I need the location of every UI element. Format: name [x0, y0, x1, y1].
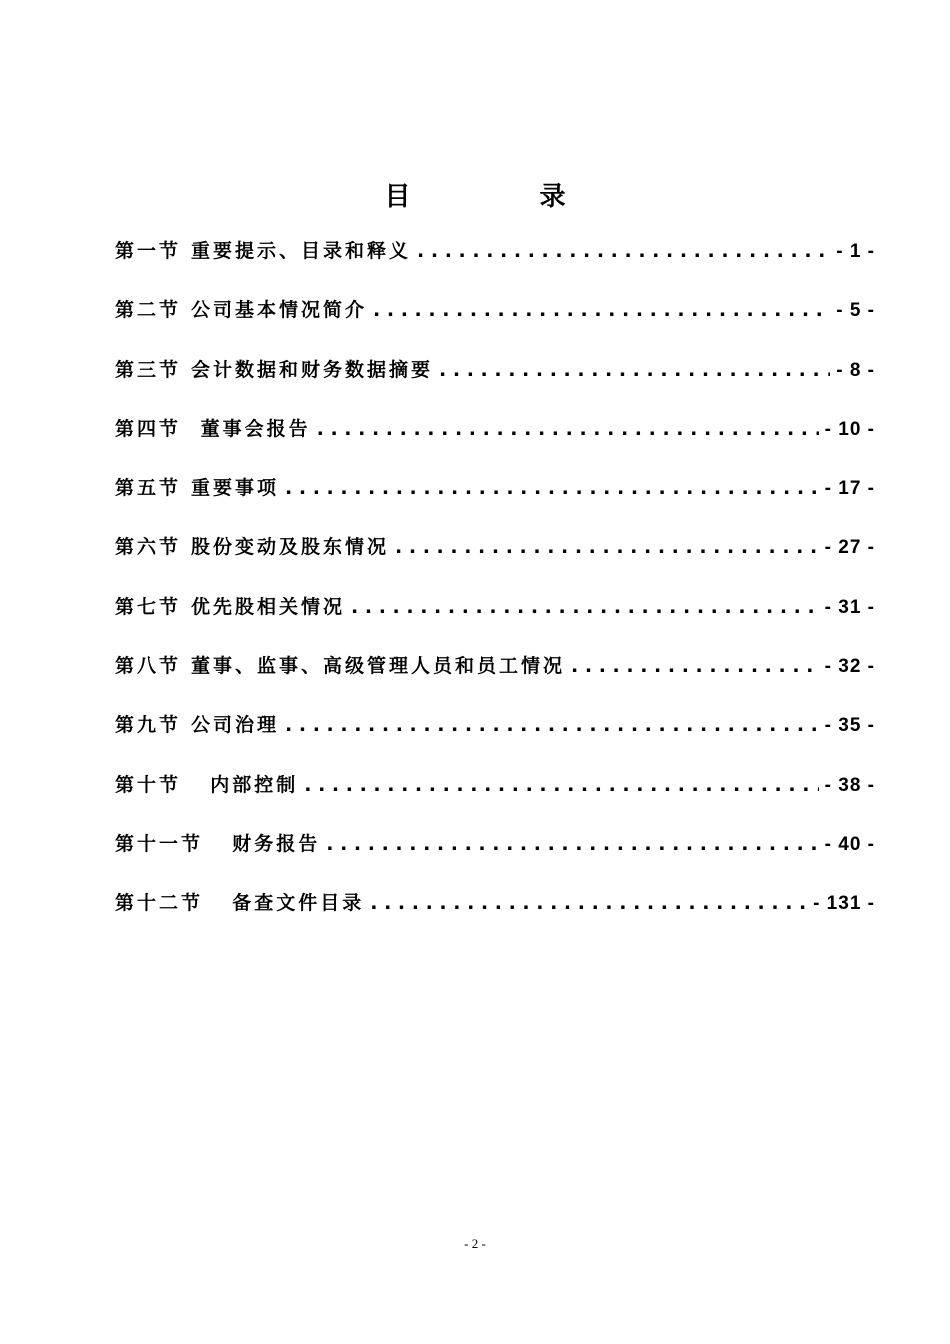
toc-entry-4[interactable] [115, 414, 875, 473]
toc-dot-leader [395, 536, 819, 558]
toc-entry-6[interactable] [115, 532, 875, 591]
toc-page-number: - 131 - [813, 893, 875, 915]
toc-dot-leader [304, 774, 818, 796]
toc-page-number: - 40 - [824, 833, 875, 855]
toc-section-title: 股份变动及股东情况 [191, 536, 390, 559]
toc-section-number: 第九节 [115, 714, 182, 737]
toc-section-title: 财务报告 [213, 832, 321, 855]
toc-page-number: - 10 - [824, 418, 875, 440]
toc-dot-leader [439, 359, 830, 381]
toc-entry-5[interactable] [115, 473, 875, 532]
toc-page-number: - 17 - [824, 478, 875, 500]
toc-section-title: 重要事项 [191, 477, 280, 500]
toc-section-title: 董事、监事、高级管理人员和员工情况 [191, 655, 566, 678]
toc-dot-leader [326, 833, 818, 855]
toc-entry-10[interactable] [115, 770, 875, 829]
toc-dot-leader [285, 714, 819, 736]
toc-dot-leader [373, 299, 830, 321]
toc-page-number: - 5 - [836, 300, 875, 322]
table-of-contents [115, 236, 875, 948]
toc-section-title: 公司基本情况简介 [191, 299, 368, 322]
toc-section-title: 董事会报告 [191, 417, 311, 440]
toc-dot-leader [571, 655, 819, 677]
toc-section-number: 第十节 [115, 773, 182, 796]
toc-page-number: - 32 - [824, 656, 875, 678]
toc-section-number: 第四节 [115, 417, 182, 440]
toc-section-title: 重要提示、目录和释义 [191, 240, 412, 262]
toc-section-number: 第十一节 [115, 832, 204, 855]
toc-section-title: 内部控制 [191, 773, 299, 796]
toc-section-number: 第五节 [115, 477, 182, 500]
toc-section-number: 第三节 [115, 358, 182, 381]
toc-entry-12[interactable] [115, 888, 875, 947]
toc-section-number: 第六节 [115, 536, 182, 559]
toc-section-title: 优先股相关情况 [191, 595, 346, 618]
toc-entry-7[interactable] [115, 592, 875, 651]
toc-dot-leader [417, 240, 830, 262]
toc-entry-8[interactable] [115, 651, 875, 710]
toc-page-number: - 38 - [824, 774, 875, 796]
toc-entry-3[interactable] [115, 355, 875, 414]
toc-dot-leader [285, 477, 819, 499]
page-title: 目 录 [384, 182, 626, 212]
toc-entry-11[interactable] [115, 829, 875, 888]
toc-dot-leader [351, 596, 819, 618]
toc-section-number: 第八节 [115, 655, 182, 678]
toc-section-title: 会计数据和财务数据摘要 [191, 358, 434, 381]
toc-entry-2[interactable] [115, 295, 875, 354]
toc-dot-leader [370, 892, 807, 914]
toc-section-number: 第七节 [115, 595, 182, 618]
toc-page-number: - 8 - [836, 359, 875, 381]
toc-page-number: - 31 - [824, 596, 875, 618]
toc-page-number: - 27 - [824, 537, 875, 559]
footer-page-number: - 2 - [464, 1236, 486, 1251]
toc-section-title: 备查文件目录 [213, 892, 365, 915]
toc-section-number: 第二节 [115, 299, 182, 322]
toc-section-number: 第一节 [115, 240, 182, 262]
toc-section-number: 第十二节 [115, 892, 204, 915]
toc-page-number: - 35 - [824, 715, 875, 737]
toc-section-title: 公司治理 [191, 714, 280, 737]
toc-page-number: - 1 - [836, 241, 875, 262]
toc-entry-1[interactable] [115, 236, 875, 295]
toc-dot-leader [317, 418, 819, 440]
toc-entry-9[interactable] [115, 710, 875, 769]
